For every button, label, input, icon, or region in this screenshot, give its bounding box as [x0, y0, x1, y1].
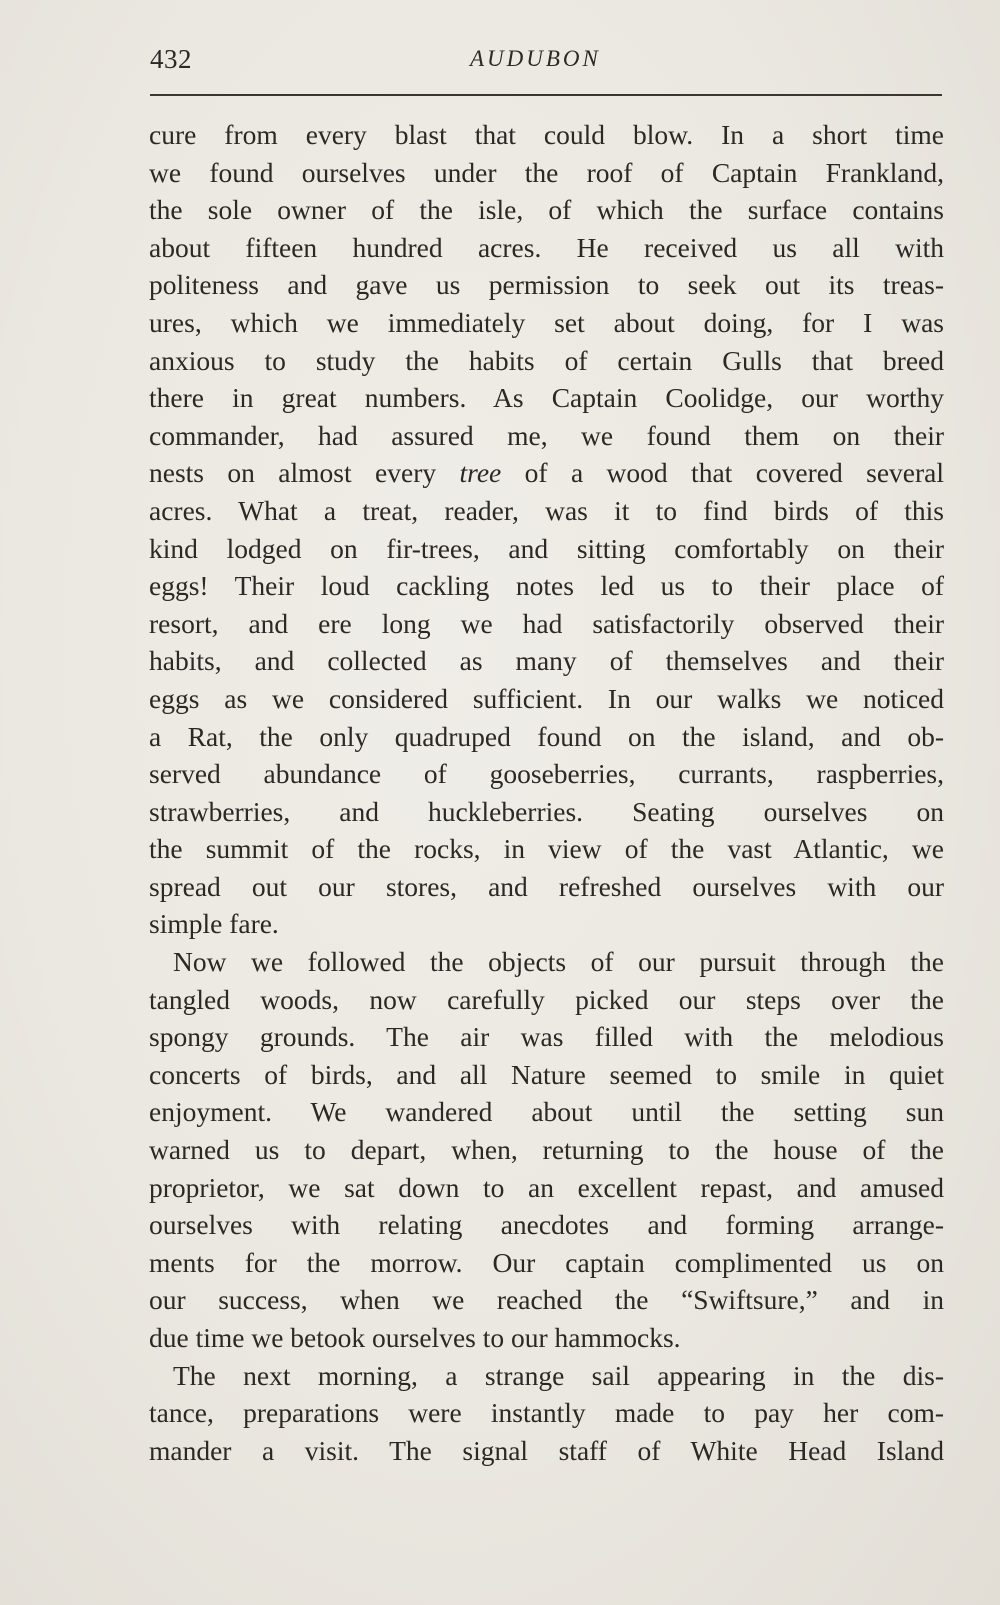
text-line: our success, when we reached the “Swiftsure,” and in	[149, 1284, 944, 1316]
text-line: we found ourselves under the roof of Captain Frankland,	[149, 156, 944, 188]
text-line: the sole owner of the isle, of which the surface contains	[149, 194, 944, 226]
text-line: there in great numbers. As Captain Coolidge, our worthy	[149, 382, 944, 414]
text-line: Now we followed the objects of our pursuit through the	[173, 946, 944, 978]
text-line: tangled woods, now carefully picked our steps over the	[149, 983, 944, 1015]
text-line: warned us to depart, when, returning to the house of the	[149, 1134, 944, 1166]
paragraph-1	[149, 116, 944, 943]
text-line: enjoyment. We wandered about until the setting sun	[149, 1096, 944, 1128]
text-line: resort, and ere long we had satisfactorily observed their	[149, 607, 944, 639]
text-line: spongy grounds. The air was filled with the melodious	[149, 1021, 944, 1053]
paragraph-3	[149, 1357, 944, 1470]
text-line: mander a visit. The signal staff of White Head Island	[149, 1434, 944, 1466]
text-line: ments for the morrow. Our captain complimented us on	[149, 1246, 944, 1278]
text-line: ourselves with relating anecdotes and forming arrange-	[149, 1209, 944, 1241]
text-line: kind lodged on fir-trees, and sitting comfortably on their	[149, 532, 944, 564]
text-line: proprietor, we sat down to an excellent repast, and amused	[149, 1171, 944, 1203]
text-line: acres. What a treat, reader, was it to find birds of this	[149, 494, 944, 526]
page-number: 432	[150, 44, 192, 74]
header-rule	[150, 94, 942, 96]
text-line: concerts of birds, and all Nature seemed to smile in quiet	[149, 1058, 944, 1090]
text-line: habits, and collected as many of themselves and their	[149, 645, 944, 677]
text-line: tance, preparations were instantly made to pay her com-	[149, 1397, 944, 1429]
text-line: the summit of the rocks, in view of the vast Atlantic, we	[149, 833, 944, 865]
text-line: eggs as we considered sufficient. In our walks we noticed	[149, 682, 944, 714]
running-title: AUDUBON	[470, 46, 601, 71]
text-line: eggs! Their loud cackling notes led us to their place of	[149, 570, 944, 602]
text-fragment: nests on almost every	[149, 457, 460, 489]
text-line: spread out our stores, and refreshed ourselves with our	[149, 870, 944, 902]
text-line: served abundance of gooseberries, currants, raspberries,	[149, 758, 944, 790]
text-line: strawberries, and huckleberries. Seating ourselves on	[149, 795, 944, 827]
text-line: about fifteen hundred acres. He received us all with	[149, 231, 944, 263]
text-line: a Rat, the only quadruped found on the island, and ob-	[149, 720, 944, 752]
text-line: politeness and gave us permission to seek out its treas-	[149, 269, 944, 301]
text-line-with-italic	[149, 454, 944, 492]
text-line: due time we betook ourselves to our hammocks.	[149, 1322, 681, 1353]
paragraph-2	[149, 943, 944, 1357]
body-text	[149, 116, 944, 1469]
text-fragment: of a wood that covered several	[501, 457, 944, 489]
text-line: simple fare.	[149, 908, 279, 940]
running-head	[150, 44, 942, 84]
text-line: ures, which we immediately set about doing, for I was	[149, 306, 944, 338]
text-line: cure from every blast that could blow. In a short time	[149, 119, 944, 150]
italic-word: tree	[459, 457, 502, 489]
text-line: commander, had assured me, we found them on their	[149, 419, 944, 451]
text-line: anxious to study the habits of certain Gulls that breed	[149, 344, 944, 376]
text-line: The next morning, a strange sail appearing in the dis-	[173, 1359, 944, 1391]
